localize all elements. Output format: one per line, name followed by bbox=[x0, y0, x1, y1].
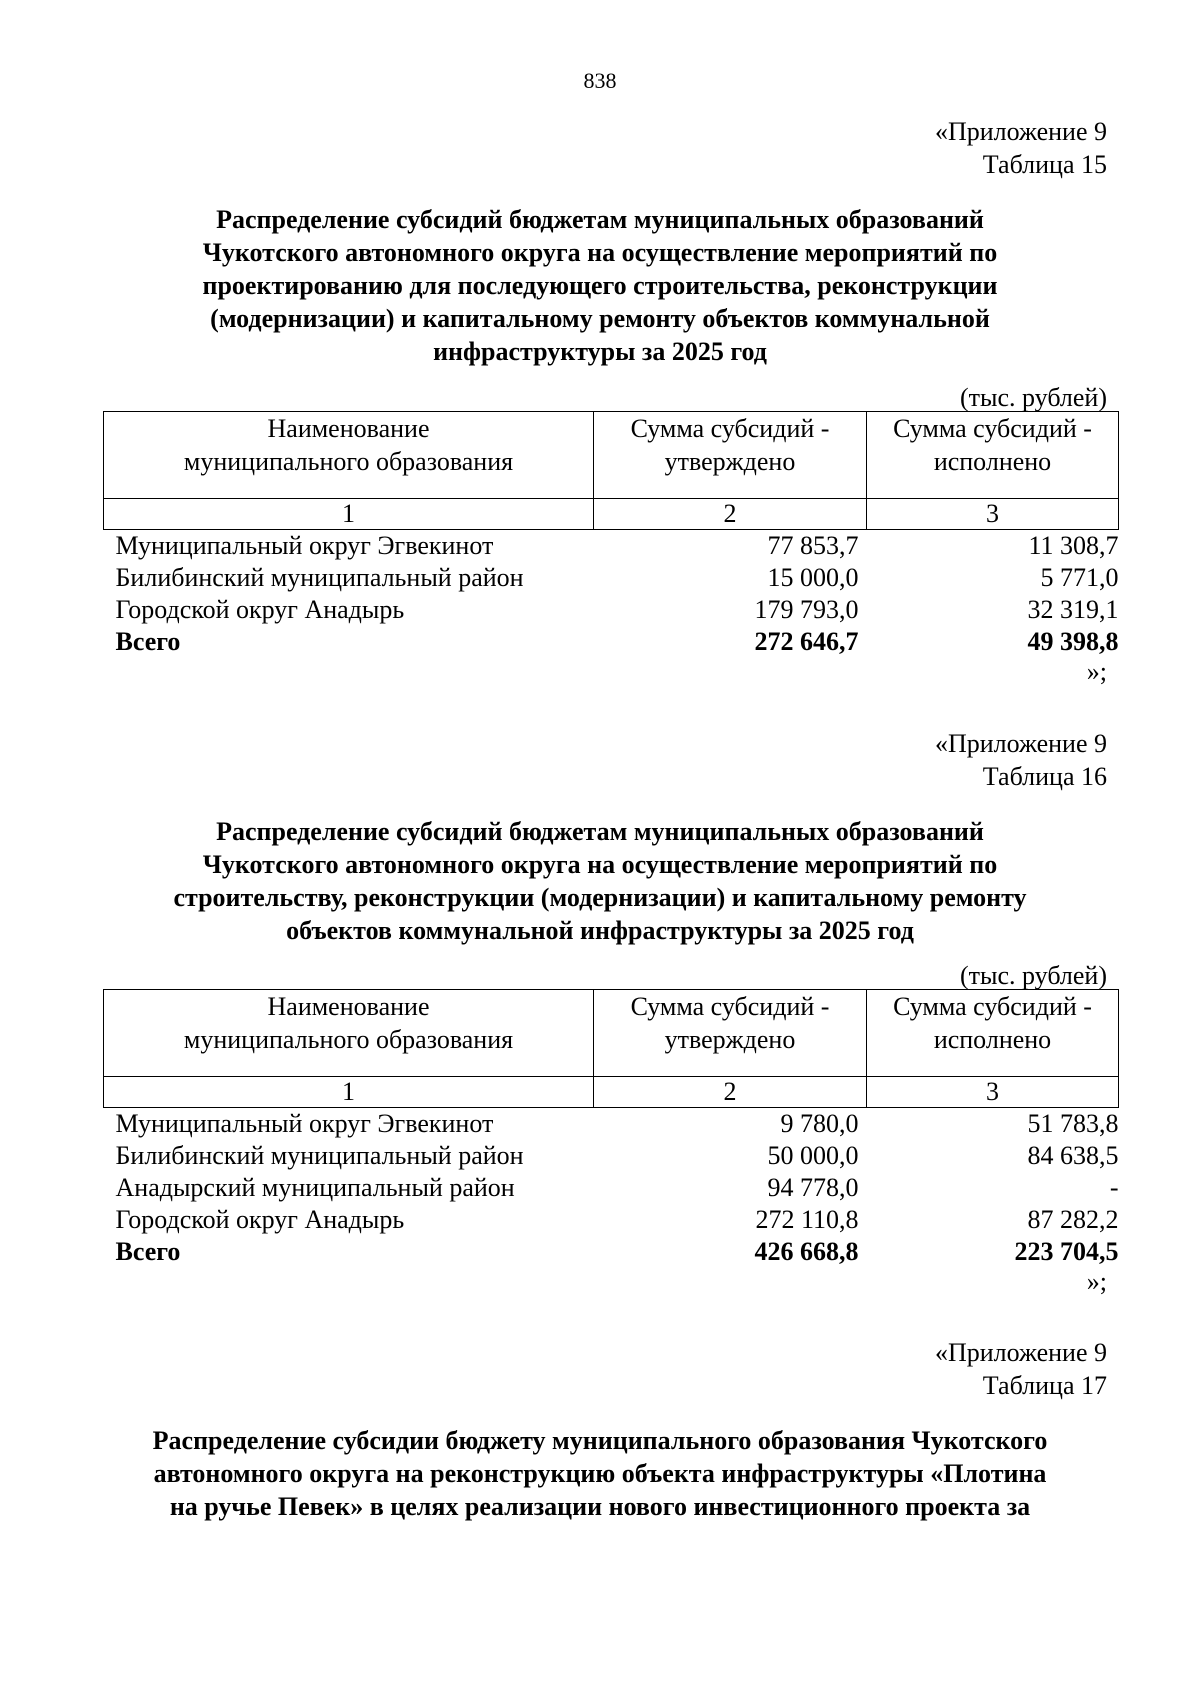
column-number-row bbox=[104, 499, 1119, 530]
units-label: (тыс. рублей) bbox=[959, 383, 1107, 412]
table-17-title bbox=[60, 1424, 1140, 1523]
row-approved: 77 853,7 bbox=[767, 531, 859, 560]
row-name: Билибинский муниципальный район bbox=[115, 563, 524, 592]
row-executed: 5 771,0 bbox=[1040, 563, 1119, 592]
row-executed: 51 783,8 bbox=[1027, 1109, 1119, 1138]
appendix-line: «Приложение 9 bbox=[934, 1338, 1107, 1367]
table-total-row bbox=[104, 626, 1119, 658]
title-line: проектированию для последующего строительства, реконструкции bbox=[202, 271, 998, 300]
title-line: Чукотского автономного округа на осуществление мероприятий по bbox=[202, 238, 998, 267]
header-name: Наименование муниципального образования bbox=[104, 990, 594, 1077]
total-executed: 49 398,8 bbox=[1027, 627, 1119, 656]
table-row bbox=[104, 1140, 1119, 1172]
header-approved: Сумма субсидий - утверждено bbox=[594, 990, 867, 1077]
total-executed: 223 704,5 bbox=[1014, 1237, 1119, 1266]
row-name: Городской округ Анадырь bbox=[115, 595, 405, 624]
appendix-label-table-16 bbox=[935, 727, 1107, 793]
title-line: Распределение субсидий бюджетам муниципальных образований bbox=[216, 817, 984, 846]
title-line: Распределение субсидии бюджету муниципального образования Чукотского bbox=[152, 1426, 1048, 1455]
table-row bbox=[104, 594, 1119, 626]
title-line: (модернизации) и капитальному ремонту объектов коммунальной bbox=[210, 304, 990, 333]
table-number: Таблица 15 bbox=[982, 150, 1107, 179]
row-name: Анадырский муниципальный район bbox=[115, 1173, 515, 1202]
title-line: строительству, реконструкции (модернизации) и капитальному ремонту bbox=[173, 883, 1027, 912]
title-line: Чукотского автономного округа на осуществление мероприятий по bbox=[202, 850, 998, 879]
header-executed: Сумма субсидий - исполнено bbox=[867, 412, 1119, 499]
column-number-row bbox=[104, 1077, 1119, 1108]
total-approved: 426 668,8 bbox=[754, 1237, 859, 1266]
table-total-row bbox=[104, 1236, 1119, 1268]
title-line: на ручье Певек» в целях реализации нового инвестиционного проекта за bbox=[169, 1492, 1031, 1521]
title-line: Распределение субсидий бюджетам муниципальных образований bbox=[216, 205, 984, 234]
header-executed: Сумма субсидий - исполнено bbox=[867, 990, 1119, 1077]
title-line: инфраструктуры за 2025 год bbox=[433, 337, 767, 366]
column-number: 2 bbox=[594, 1077, 867, 1108]
row-name: Билибинский муниципальный район bbox=[115, 1141, 524, 1170]
table-row bbox=[104, 1204, 1119, 1236]
table-row bbox=[104, 562, 1119, 594]
column-number: 3 bbox=[867, 1077, 1119, 1108]
row-name: Муниципальный округ Эгвекинот bbox=[115, 1109, 494, 1138]
row-approved: 15 000,0 bbox=[767, 563, 859, 592]
table-number: Таблица 17 bbox=[982, 1371, 1107, 1400]
row-name: Городской округ Анадырь bbox=[115, 1205, 405, 1234]
appendix-label-table-17 bbox=[935, 1336, 1107, 1402]
row-approved: 179 793,0 bbox=[754, 595, 859, 624]
row-approved: 9 780,0 bbox=[780, 1109, 859, 1138]
row-executed: 32 319,1 bbox=[1027, 595, 1119, 624]
header-approved: Сумма субсидий - утверждено bbox=[594, 412, 867, 499]
row-executed: 11 308,7 bbox=[1028, 531, 1119, 560]
column-number: 2 bbox=[594, 499, 867, 530]
row-executed: 87 282,2 bbox=[1027, 1205, 1119, 1234]
appendix-line: «Приложение 9 bbox=[934, 729, 1107, 758]
closing-quote: »; bbox=[1086, 657, 1107, 686]
appendix-line: «Приложение 9 bbox=[934, 117, 1107, 146]
column-number: 1 bbox=[104, 499, 594, 530]
table-row bbox=[104, 1172, 1119, 1204]
row-approved: 272 110,8 bbox=[755, 1205, 859, 1234]
units-label: (тыс. рублей) bbox=[959, 961, 1107, 990]
row-executed: - bbox=[1109, 1173, 1119, 1202]
header-name: Наименование муниципального образования bbox=[104, 412, 594, 499]
table-row bbox=[104, 1108, 1119, 1141]
table-16 bbox=[103, 989, 1119, 1268]
table-header-row bbox=[104, 990, 1119, 1077]
row-name: Муниципальный округ Эгвекинот bbox=[115, 531, 494, 560]
total-approved: 272 646,7 bbox=[754, 627, 859, 656]
table-15-title bbox=[100, 203, 1100, 368]
column-number: 3 bbox=[867, 499, 1119, 530]
table-15 bbox=[103, 411, 1119, 658]
row-executed: 84 638,5 bbox=[1027, 1141, 1119, 1170]
table-16-title bbox=[100, 815, 1100, 947]
appendix-label-table-15 bbox=[935, 115, 1107, 181]
page-number: 838 bbox=[583, 68, 617, 93]
title-line: автономного округа на реконструкцию объекта инфраструктуры «Плотина bbox=[153, 1459, 1047, 1488]
total-name: Всего bbox=[115, 627, 181, 656]
total-name: Всего bbox=[115, 1237, 181, 1266]
title-line: объектов коммунальной инфраструктуры за 2025 год bbox=[286, 916, 914, 945]
table-header-row bbox=[104, 412, 1119, 499]
column-number: 1 bbox=[104, 1077, 594, 1108]
table-number: Таблица 16 bbox=[982, 762, 1107, 791]
closing-quote: »; bbox=[1086, 1267, 1107, 1296]
row-approved: 94 778,0 bbox=[767, 1173, 859, 1202]
row-approved: 50 000,0 bbox=[767, 1141, 859, 1170]
table-row bbox=[104, 530, 1119, 563]
